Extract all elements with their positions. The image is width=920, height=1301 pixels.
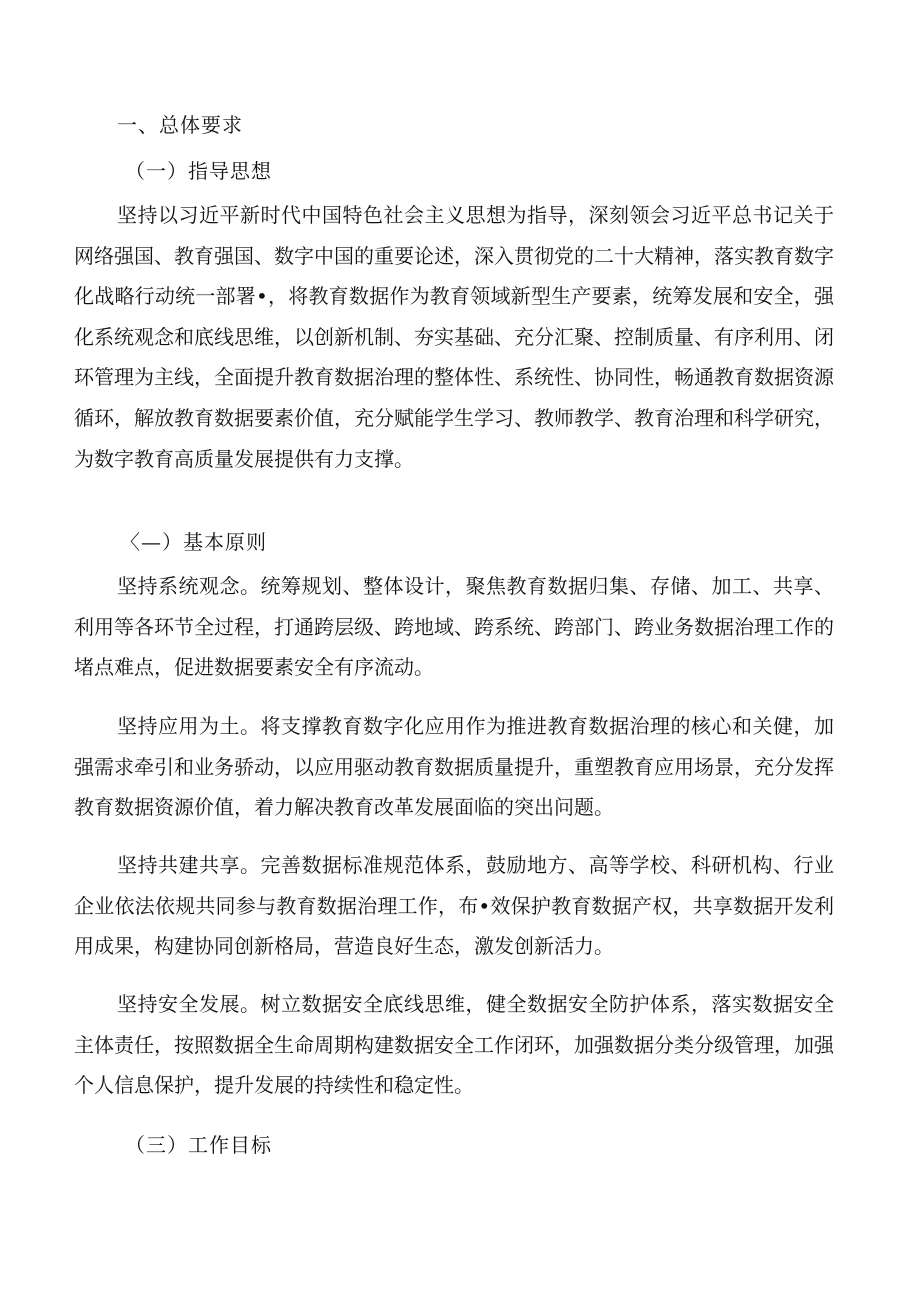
heading-guiding-ideology: （一）指导思想 — [125, 159, 272, 183]
paragraph-guiding-ideology: 坚持以习近平新时代中国特色社会主义思想为指导，深刻领会习近平总书记关于网络强国、教育强国、数字中国的重要论述，深入贯彻党的二十大精神，落实教育数字化战略行动统一部署•，将教育数据作为教育领域新型生产要素，统筹发展和安全，强化系统观念和底线思维，以创新机制、夯实基础、充分汇聚、控制质量、有序利用、闭环管理为主线，全面提升教育数据治理的整体性、系统性、协同性，畅通教育数据资源循环，解放教育数据要素价值，充分赋能学生学习、教师教学、教育治理和科学研究，为数字教育高质量发展提供有力支撑。 — [74, 203, 834, 471]
paragraph-principle-system: 坚持系统观念。统筹规划、整体设计，聚焦教育数据归集、存储、加工、共享、利用等各环节全过程，打通跨层级、跨地域、跨系统、跨部门、跨业务数据治理工作的堵点难点，促进数据要素安全有序流动。 — [74, 574, 834, 680]
paragraph-principle-application: 坚持应用为土。将支撑教育数字化应用作为推进教育数据治理的核心和关健，加强需求牵引和业务骄动，以应用驱动教育数据质量提升，重塑教育应用场景，充分发挥教育数据资源价值，着力解决教育改革发展面临的突出问题。 — [74, 714, 834, 820]
heading-general-requirements: 一、总体要求 — [117, 113, 243, 137]
paragraph-principle-sharing: 坚持共建共享。完善数据标准规范体系，鼓励地方、高等学校、科研机构、行业企业依法依规共同参与教育数据治理工作，布•效保护教育数据产权，共享数据开发利用成果，构建协同创新格局，营造良好生态，激发创新活力。 — [74, 853, 834, 959]
heading-work-goals: （三）工作目标 — [125, 1133, 272, 1157]
heading-basic-principles: 〈—）基本原则 — [120, 530, 267, 554]
paragraph-principle-security: 坚持安全发展。树立数据安全底线思维，健全数据安全防护体系，落实数据安全主体责任，按照数据全生命周期构建数据安全工作闭环，加强数据分类分级管理，加强个人信息保护，提升发展的持续性和稳定性。 — [74, 992, 834, 1098]
